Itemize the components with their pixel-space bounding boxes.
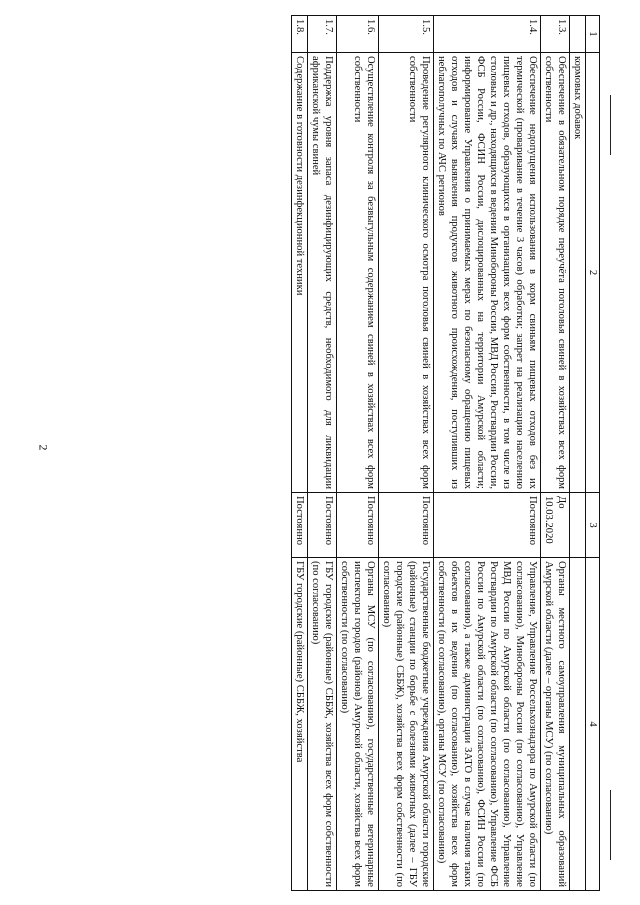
term-text: Постоянно bbox=[292, 493, 308, 558]
header-col-2: 2 bbox=[586, 53, 600, 493]
term-text: Постоянно bbox=[337, 493, 379, 558]
term-text: Постоянно bbox=[308, 493, 337, 558]
row-number: 1.6. bbox=[337, 16, 379, 53]
measure-text: Осуществление контроля за безвыгульным содержанием свиней в хозяйствах всех форм собственности bbox=[337, 53, 379, 493]
continuation-text: кормовых добавок bbox=[570, 53, 586, 493]
measure-text: Поддержка уровня запаса дезинфицирующих средств, необходимого для ликвидации африканской чумы свиней bbox=[308, 53, 337, 493]
row-number: 1.8. bbox=[292, 16, 308, 53]
executor-text: ГБУ городские (районные) СББЖ, хозяйства bbox=[292, 558, 308, 891]
row-number: 1.3. bbox=[541, 16, 570, 53]
executor-text: ГБУ городские (районные) СББЖ, хозяйства всех форм собственности (по согласованию) bbox=[308, 558, 337, 891]
row-number: 1.5. bbox=[379, 16, 434, 53]
table-row bbox=[379, 16, 434, 891]
term-text: Постоянно bbox=[379, 493, 434, 558]
table-row bbox=[541, 16, 570, 891]
table-row bbox=[570, 16, 586, 891]
table-row bbox=[308, 16, 337, 891]
table-row bbox=[337, 16, 379, 891]
measure-text: Содержание в готовности дезинфекционной техники bbox=[292, 53, 308, 493]
executor-text: Государственные бюджетные учреждения Амурской области городские (районные) станции по борьбе с болезнями животных (далее – ГБУ городские (районные) СББЖ), хозяйства всех форм собственности (по согласованию) bbox=[379, 558, 434, 891]
measure-text: Обеспечение недопущения использования в корм свиньям пищевых отходов без их термической (проваривание в течение 3 часов) обработки; запрет на реализацию населению пищевых отходов, образующихся в организациях всех форм собственности, в том числе из столовых и др., находящихся в ведении Минобороны России, МВД России, Росгвардии России, ФСБ России, ФСИН России, дислоцированных на территории Амурской области; информирование Управления о принимаемых мерах по безопасному обращению пищевых отходов и случаях выявления продуктов животного происхождения, поступивших из неблагополучных по АЧС регионов bbox=[434, 53, 541, 493]
header-col-4: 4 bbox=[586, 558, 600, 891]
scan-edge-mark bbox=[610, 95, 611, 155]
rotated-page bbox=[110, 15, 600, 890]
executor-text: Органы МСУ (по согласованию), государственные ветеринарные инспекторы городов (районов) Амурской области, хозяйства всех форм собственности (по согласованию) bbox=[337, 558, 379, 891]
scan-edge-mark bbox=[610, 790, 611, 860]
row-number: 1.7. bbox=[308, 16, 337, 53]
measure-text: Обеспечение в обязательном порядке перeучёта поголовья свиней в хозяйствах всех форм собственности bbox=[541, 53, 570, 493]
page-number: 2 bbox=[36, 444, 51, 451]
header-col-3: 3 bbox=[586, 493, 600, 558]
executor-text: Управление, Управление Россельхознадзора по Амурской области (по согласованию), Минобороны России (по согласованию), Управление МВД России по Амурской области (по согласованию), Управление Росгвардии по Амурской области (по согласованию), Управление ФСБ России по Амурской области (по согласованию), ФСИН России (по согласованию), а также администрации ЗАТО в случае наличия таких объектов в их ведении (по согласованию), хозяйства всех форм собственности (по согласованию), органы МСУ (по согласованию) bbox=[434, 558, 541, 891]
header-row bbox=[586, 16, 600, 891]
header-col-1: 1 bbox=[586, 16, 600, 53]
executor-text: Органы местного самоуправления муниципальных образований Амурской области (далее – органы МСУ) (по согласованию) bbox=[541, 558, 570, 891]
table-row bbox=[434, 16, 541, 891]
row-number: 1.4. bbox=[434, 16, 541, 53]
table-row bbox=[292, 16, 308, 891]
term-text: Постоянно bbox=[434, 493, 541, 558]
measure-text: Проведение регулярного клинического осмотра поголовья свиней в хозяйствах всех форм собственности bbox=[379, 53, 434, 493]
measures-table bbox=[291, 15, 600, 891]
term-text: До 10.03.2020 bbox=[541, 493, 570, 558]
